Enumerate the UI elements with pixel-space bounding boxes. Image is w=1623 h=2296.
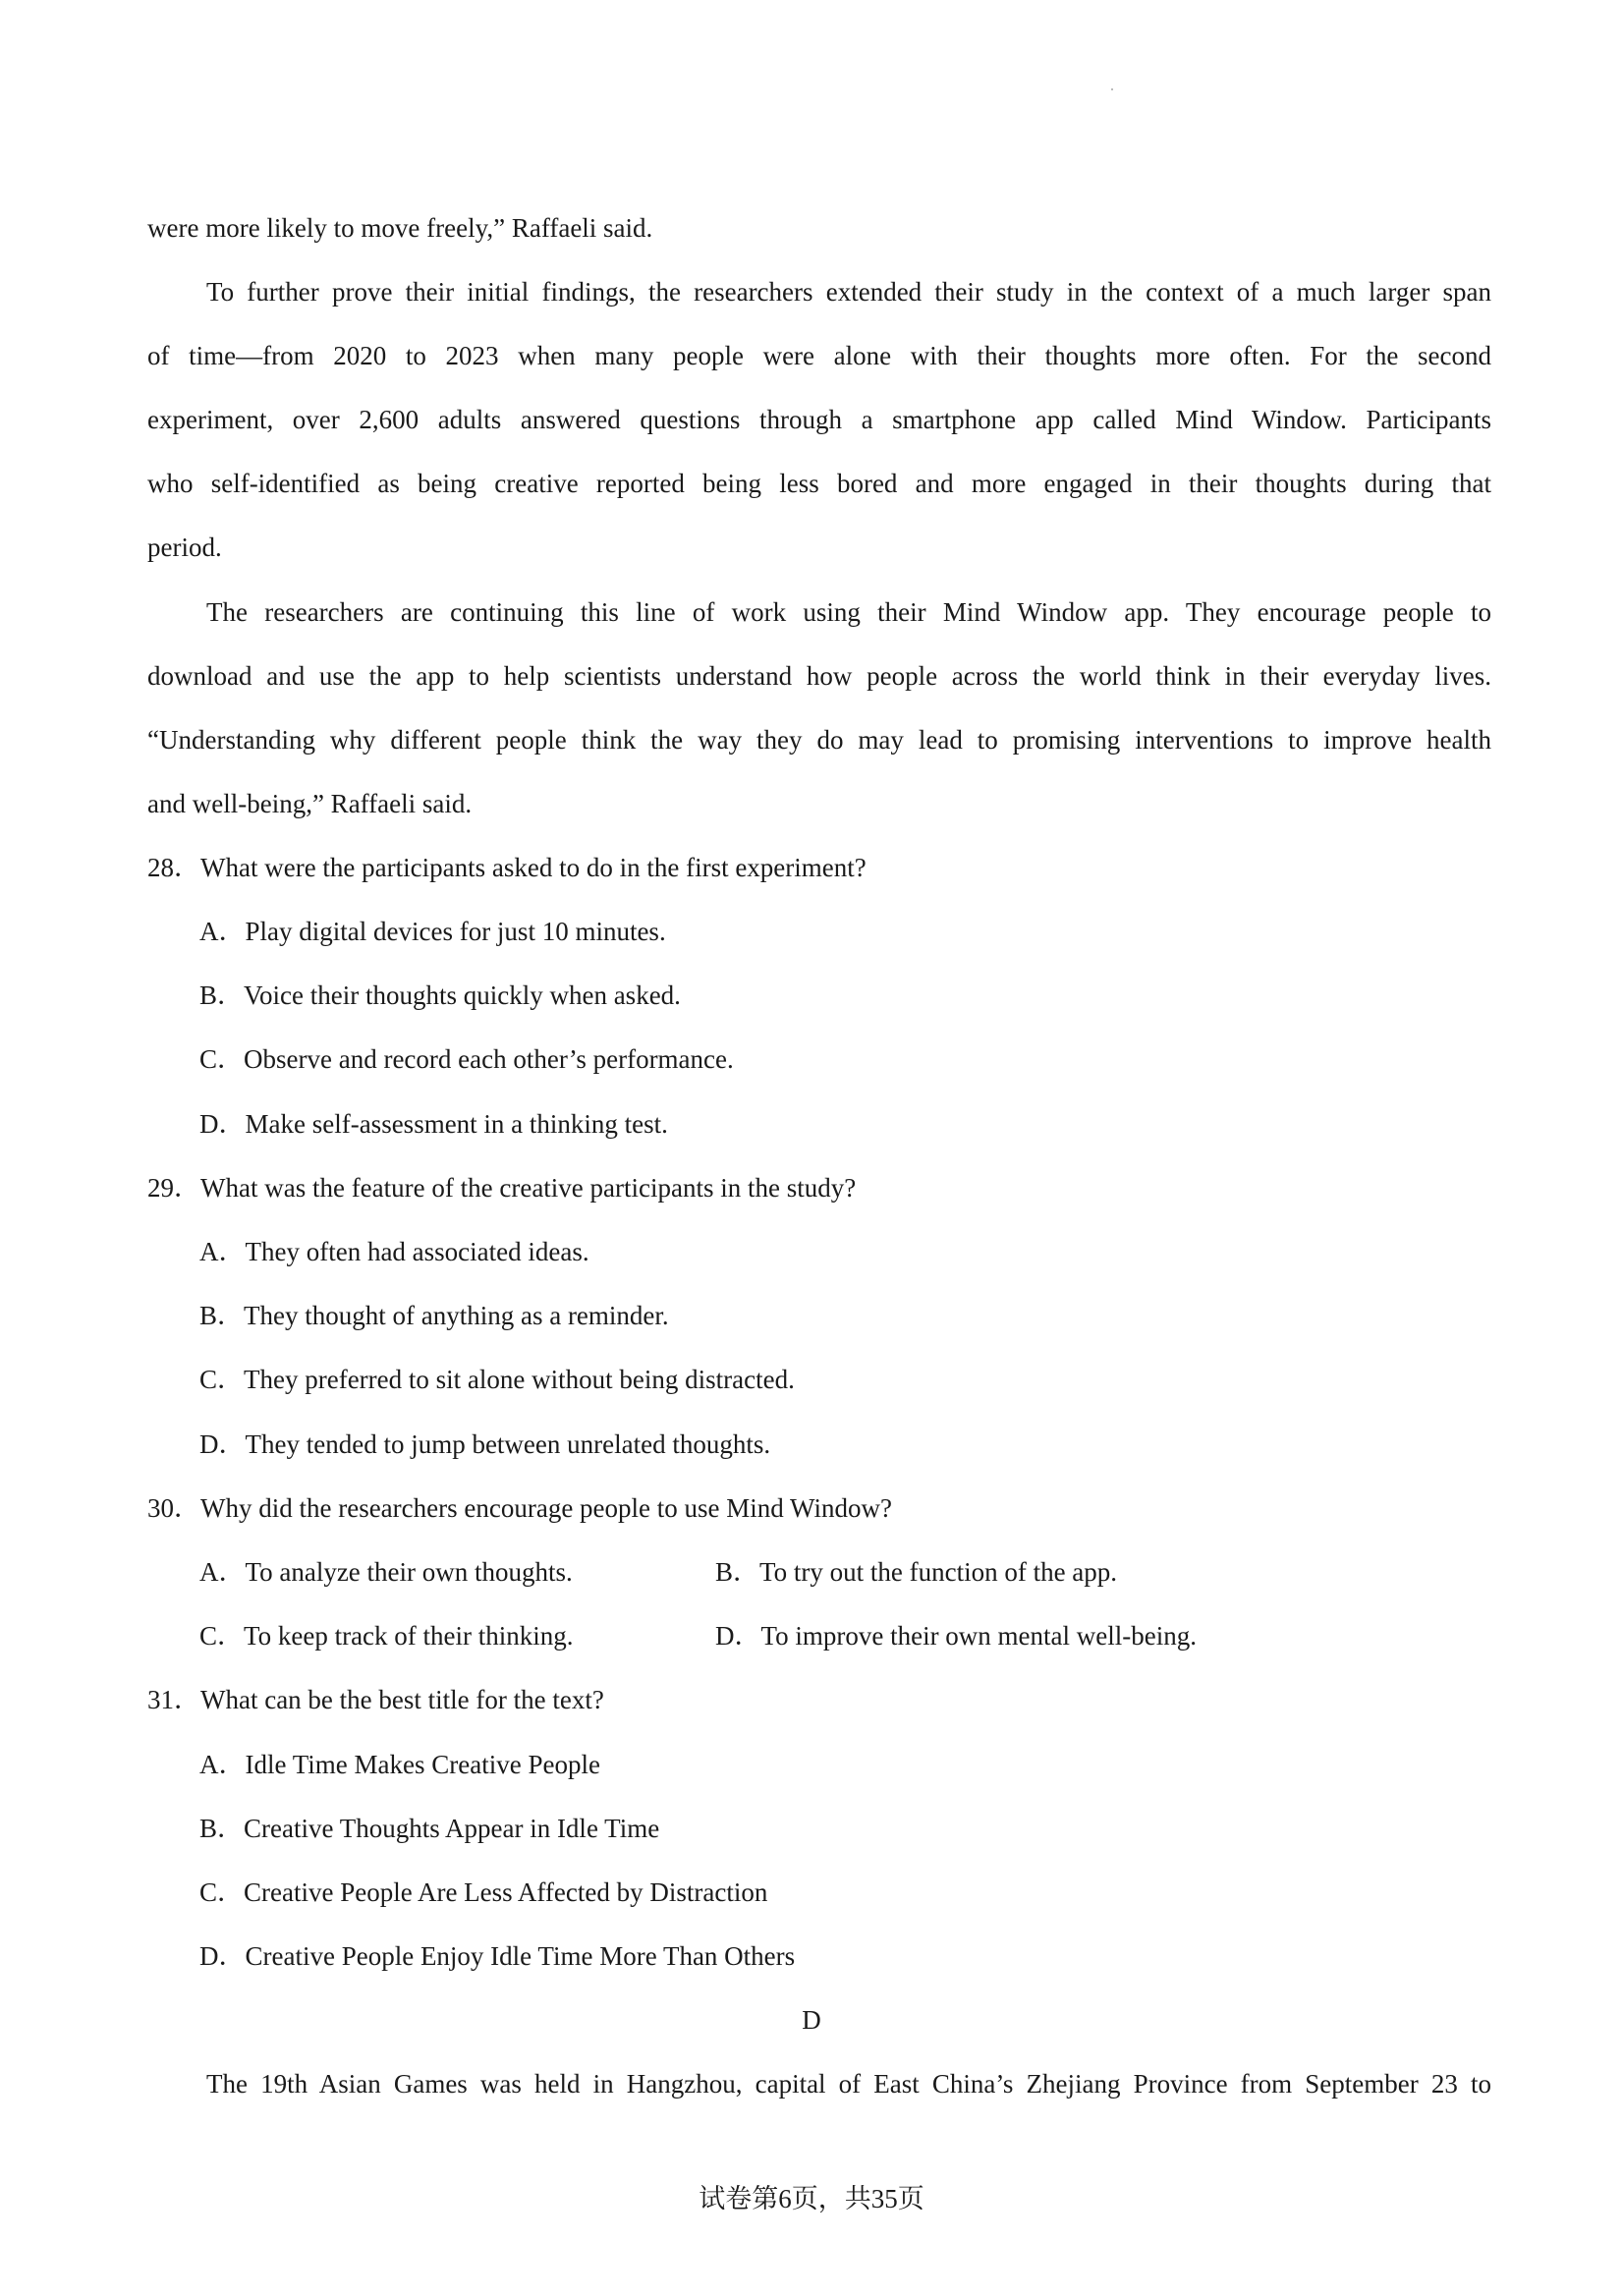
answer-option: A．They often had associated ideas. [199, 1237, 589, 1266]
answer-option: B．To try out the function of the app. [715, 1557, 1118, 1587]
paragraph-line: To further prove their initial findings, the researchers extended their study in the context of a much larger span [206, 277, 1491, 307]
paragraph-line: download and use the app to help scientists understand how people across the world think in their everyday lives. [147, 661, 1491, 691]
answer-option: A．To analyze their own thoughts. [199, 1557, 573, 1587]
answer-option: A．Play digital devices for just 10 minutes. [199, 917, 666, 946]
paragraph-line: period. [147, 532, 222, 562]
paragraph-line: were more likely to move freely,” Raffaeli said. [147, 213, 653, 243]
answer-option: D．They tended to jump between unrelated thoughts. [199, 1429, 771, 1459]
paragraph-line: The researchers are continuing this line of work using their Mind Window app. They encourage people to [206, 597, 1491, 627]
answer-option: D．Creative People Enjoy Idle Time More Than Others [199, 1941, 796, 1971]
scan-speck [1111, 88, 1113, 90]
paragraph-line: who self-identified as being creative reported being less bored and more engaged in their thoughts during that [147, 469, 1491, 498]
answer-option: C．Observe and record each other’s performance. [199, 1044, 734, 1074]
paragraph-line: and well-being,” Raffaeli said. [147, 789, 473, 818]
question-stem: 29．What was the feature of the creative participants in the study? [147, 1173, 857, 1203]
answer-option: C．They preferred to sit alone without being distracted. [199, 1365, 795, 1394]
paragraph-line: “Understanding why different people think the way they do may lead to promising interventions to improve health [147, 725, 1491, 755]
answer-option: D．To improve their own mental well-being. [715, 1621, 1197, 1651]
page-footer: 试卷第6页，共35页 [699, 2184, 924, 2213]
answer-option: D．Make self-assessment in a thinking test. [199, 1109, 668, 1139]
answer-option: C．To keep track of their thinking. [199, 1621, 574, 1651]
question-stem: 28．What were the participants asked to do in the first experiment? [147, 853, 867, 882]
paragraph-line: experiment, over 2,600 adults answered questions through a smartphone app called Mind Window. Participants [147, 405, 1491, 434]
answer-option: B．Creative Thoughts Appear in Idle Time [199, 1814, 660, 1843]
question-stem: 30．Why did the researchers encourage people to use Mind Window? [147, 1493, 892, 1523]
answer-option: A．Idle Time Makes Creative People [199, 1750, 600, 1779]
answer-option: B．They thought of anything as a reminder. [199, 1301, 669, 1330]
answer-option: C．Creative People Are Less Affected by Distraction [199, 1877, 768, 1907]
section-heading: D [802, 2005, 821, 2035]
question-stem: 31．What can be the best title for the text? [147, 1685, 604, 1714]
answer-option: B．Voice their thoughts quickly when asked. [199, 980, 681, 1010]
paragraph-line: of time—from 2020 to 2023 when many people were alone with their thoughts more often. For the second [147, 341, 1491, 370]
paragraph-line: The 19th Asian Games was held in Hangzhou, capital of East China’s Zhejiang Province from September 23 to [206, 2069, 1491, 2099]
